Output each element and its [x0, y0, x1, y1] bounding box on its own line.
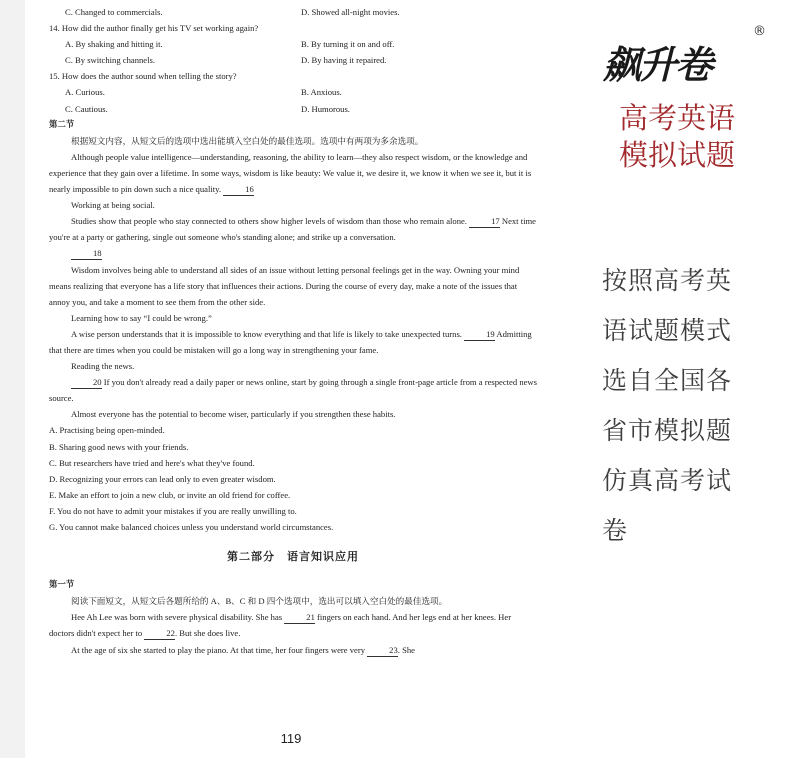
paragraph-1	[49, 149, 537, 197]
desc-line: 省市模拟题	[602, 416, 733, 445]
promo-sidebar	[557, 0, 790, 758]
option: C. Cautious.	[65, 103, 108, 114]
paragraph-text: . But she does live.	[174, 628, 241, 639]
paragraph-3	[49, 213, 537, 245]
paragraph-text: If you don't already read a daily paper or news online, start by going through a single front-page article from a respected news source.	[49, 377, 537, 404]
promo-title	[597, 100, 757, 174]
paragraph-5: Learning how to say “I could be wrong.”	[71, 312, 212, 323]
exam-page	[25, 0, 557, 758]
choice-c: C. But researchers have tried and here's what they've found.	[49, 457, 255, 468]
promo-description	[602, 256, 762, 556]
choice-b: B. Sharing good news with your friends.	[49, 441, 189, 452]
q15-options-ab	[49, 84, 537, 100]
paragraph-text: Admitting that there are times when you could be mistaken will go a long way in strengthening your fame.	[49, 328, 532, 355]
option: C. By switching channels.	[65, 55, 155, 66]
q13-options-cd	[49, 4, 537, 20]
q14-options-cd	[49, 52, 537, 68]
section-instruction: 根据短文内容，从短文后的选项中选出能填入空白处的最佳选项。选项中有两项为多余选项。	[71, 135, 424, 146]
question-14: 14. How did the author finally get his TV set working again?	[49, 23, 259, 34]
choice-g: G. You cannot make balanced choices unless you understand world circumstances.	[49, 522, 334, 532]
desc-line: 语试题模式	[602, 316, 733, 345]
part-2-title: 第二部分 语言知识应用	[227, 551, 359, 564]
paragraph-blank-18	[49, 245, 537, 261]
paragraph-9: Almost everyone has the potential to become wiser, particularly if you strengthen these habits.	[71, 409, 396, 420]
option: D. Showed all-night movies.	[301, 7, 400, 17]
choice-e: E. Make an effort to join a new club, or invite an old friend for coffee.	[49, 489, 291, 500]
blank-22: 22	[144, 628, 175, 640]
paragraph-text: Hee Ah Lee was born with severe physical disability. She has	[71, 612, 283, 623]
paragraph-4: Wisdom involves being able to understand all sides of an issue without letting personal feelings get in the way. Owning your mind means realizing that everyone has a life story that influences their actions. During the course of every day, make a note of the issues that annoy you, and take a moment to see them from the other side.	[49, 264, 520, 307]
option: B. Anxious.	[301, 87, 342, 98]
blank-19: 19	[464, 329, 495, 341]
option: A. Curious.	[65, 87, 105, 98]
choice-f: F. You do not have to admit your mistakes if you are really unwilling to.	[49, 505, 297, 516]
question-15: 15. How does the author sound when telling the story?	[49, 71, 237, 82]
paragraph-text: . She	[397, 644, 415, 655]
paragraph-7: Reading the news.	[71, 361, 135, 372]
registered-mark: ®	[753, 24, 766, 39]
option: D. Humorous.	[301, 103, 350, 114]
exam-text	[49, 4, 537, 658]
blank-16: 16	[223, 184, 254, 196]
choice-d: D. Recognizing your errors can lead only to even greater wisdom.	[49, 473, 276, 484]
paragraph-text: Although people value intelligence—understanding, reasoning, the ability to learn—they also respect wisdom, or the knowledge and experience that they gain over a lifetime. In some ways, wisdom is like beauty: We value it, we desire it, we know it when we see it, but it is nearly impossible to pin down such a nice quality.	[49, 151, 532, 195]
paragraph-text: A wise person understands that it is impossible to know everything and that life is likely to take unexpected turns.	[71, 328, 462, 339]
option: B. By turning it on and off.	[301, 39, 395, 50]
section-heading: 第二节	[49, 119, 75, 129]
part-2-subheading: 第一节	[49, 580, 75, 590]
blank-20: 20	[71, 377, 102, 389]
paragraph-8	[49, 374, 537, 406]
paragraph-11	[49, 642, 537, 658]
desc-line: 卷	[602, 516, 629, 545]
brand-logo: 飙升卷	[603, 43, 712, 87]
blank-18: 18	[71, 248, 102, 260]
blank-21: 21	[284, 612, 315, 624]
promo-title-line: 模拟试题	[618, 138, 735, 172]
paragraph-text: Studies show that people who stay connected to others show higher levels of wisdom than those who remain alone.	[71, 216, 467, 227]
blank-23: 23	[367, 645, 398, 657]
option: A. By shaking and hitting it.	[65, 39, 163, 50]
desc-line: 选自全国各	[602, 366, 733, 395]
paragraph-text: fingers on each hand. And her legs end at her knees. Her doctors didn't expect her to	[49, 612, 512, 639]
desc-line: 按照高考英	[602, 266, 733, 295]
promo-title-line: 高考英语	[618, 101, 735, 135]
q14-options-ab	[49, 36, 537, 52]
paragraph-2: Working at being social.	[71, 200, 155, 211]
q15-options-cd	[49, 101, 537, 117]
blank-17: 17	[469, 216, 500, 228]
choice-a: A. Practising being open-minded.	[49, 425, 165, 436]
option: C. Changed to commercials.	[65, 7, 163, 17]
paragraph-10	[49, 609, 537, 641]
part-2-instruction: 阅读下面短文，从短文后各题所给的 A、B、C 和 D 四个选项中，选出可以填入空白处的最佳选项。	[71, 596, 448, 607]
option: D. By having it repaired.	[301, 55, 387, 66]
paragraph-6	[49, 326, 537, 358]
paragraph-text: Next time you're at a party or gathering, single out someone who's standing alone; and strike up a conversation.	[49, 216, 536, 243]
desc-line: 仿真高考试	[602, 466, 733, 495]
page-number: 119	[280, 731, 302, 746]
paragraph-text: At the age of six she started to play the piano. At that time, her four fingers were very	[71, 644, 366, 655]
